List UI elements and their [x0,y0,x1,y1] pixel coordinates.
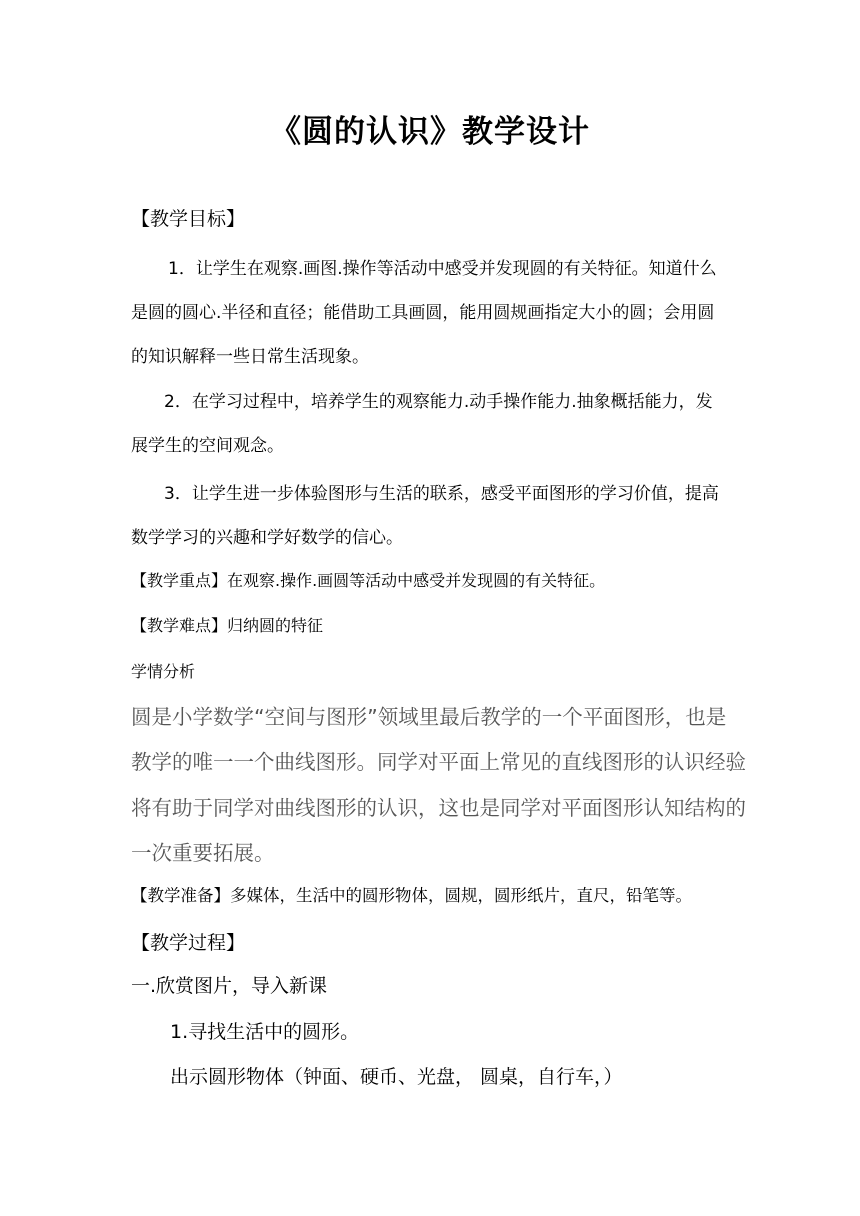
objective-1-line-3: 的知识解释一些日常生活现象。 [131,347,369,367]
objective-1-line-2: 是圆的圆心.半径和直径；能借助工具画圆，能用圆规画指定大小的圆；会用圆 [131,303,715,323]
key-point: 【教学重点】在观察.操作.画圆等活动中感受并发现圆的有关特征。 [131,571,606,590]
document-title: 《圆的认识》教学设计 [270,114,590,150]
analysis-line-3: 将有助于同学对曲线图形的认识，这也是同学对平面图形认知结构的 [131,796,746,820]
analysis-line-1: 圆是小学数学“空间与图形”领域里最后教学的一个平面图形，也是 [131,705,727,729]
section-1-heading: 一.欣赏图片，导入新课 [131,975,328,997]
analysis-heading: 学情分析 [131,662,196,681]
analysis-line-4: 一次重要拓展。 [131,841,275,865]
objective-2-line-1: 2．在学习过程中，培养学生的观察能力.动手操作能力.抽象概括能力，发 [164,392,713,412]
process-heading: 【教学过程】 [131,932,246,954]
analysis-line-2: 教学的唯一一个曲线图形。同学对平面上常见的直线图形的认识经验 [131,750,746,774]
objectives-heading: 【教学目标】 [131,208,246,230]
objective-1-line-1: 1．让学生在观察.画图.操作等活动中感受并发现圆的有关特征。知道什么 [168,259,717,279]
step-1-detail: 出示圆形物体（钟面、硬币、光盘， 圆桌，自行车，） [170,1066,623,1088]
objective-3-line-2: 数学学习的兴趣和学好数学的信心。 [131,528,403,548]
step-1: 1.寻找生活中的圆形。 [170,1021,360,1043]
preparation: 【教学准备】多媒体，生活中的圆形物体，圆规，圆形纸片，直尺，铅笔等。 [131,886,692,905]
objective-3-line-1: 3．让学生进一步体验图形与生活的联系，感受平面图形的学习价值，提高 [164,484,719,504]
objective-2-line-2: 展学生的空间观念。 [131,436,284,456]
difficulty: 【教学难点】归纳圆的特征 [131,616,324,635]
